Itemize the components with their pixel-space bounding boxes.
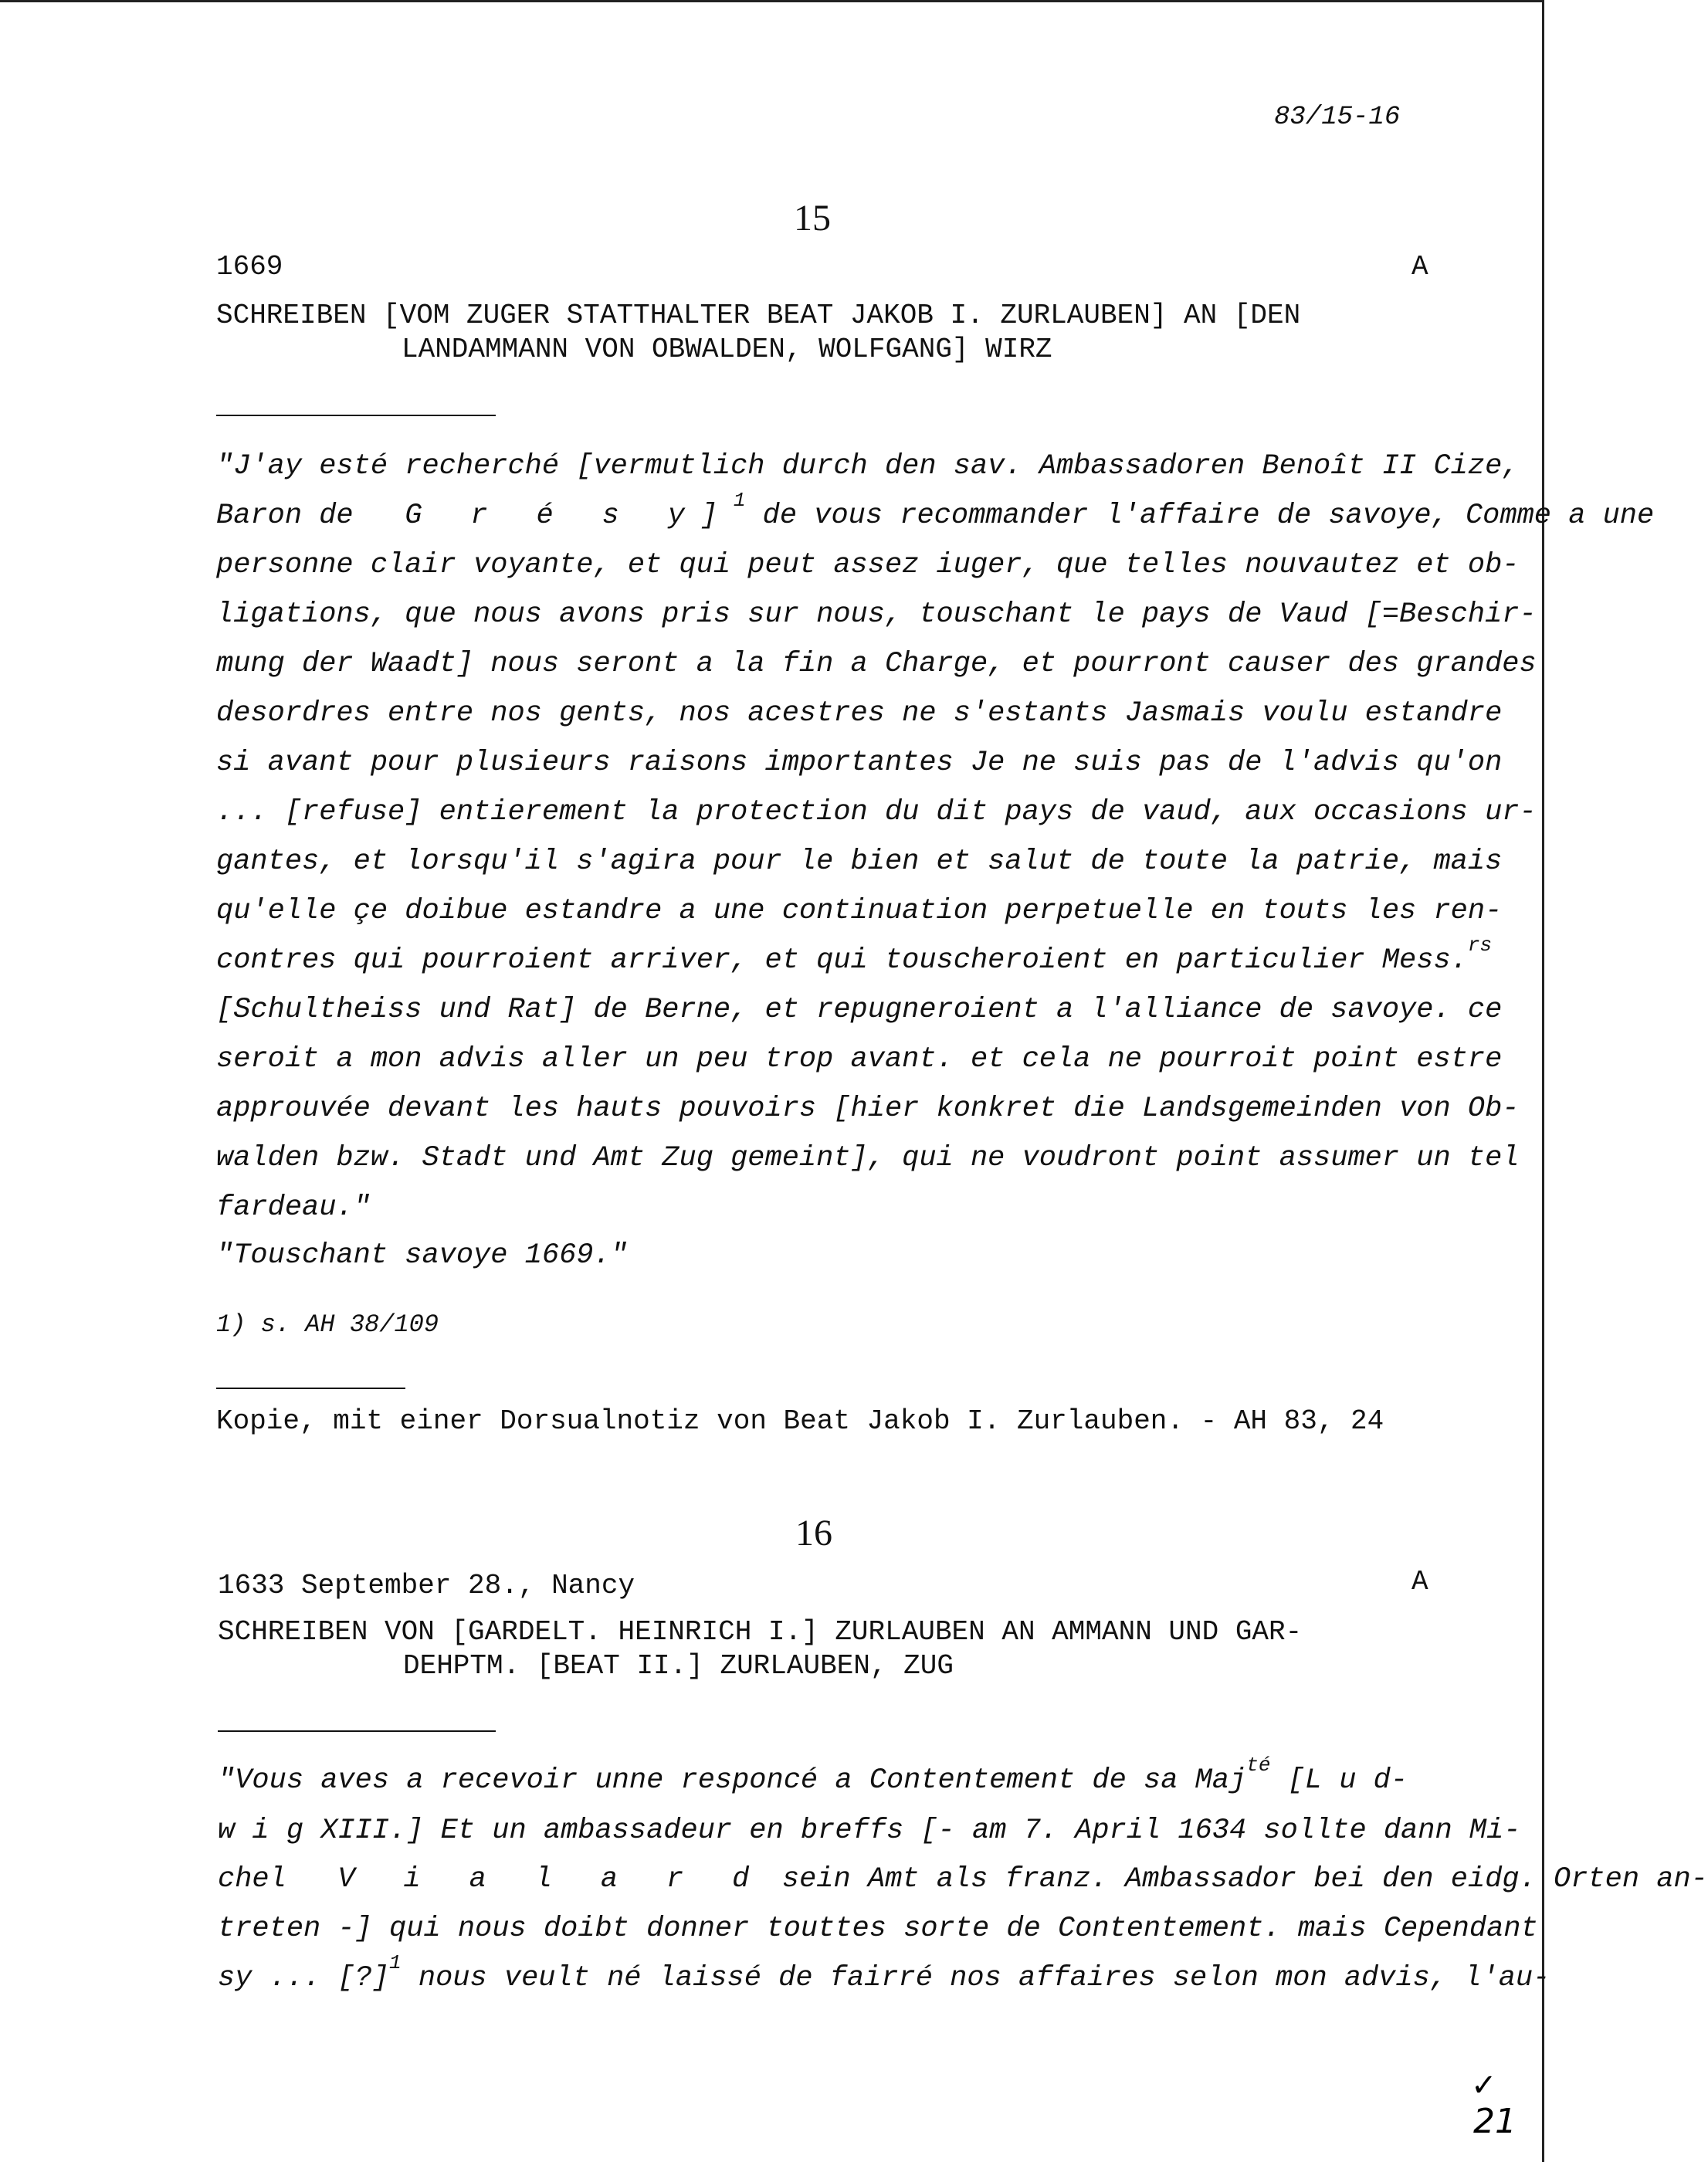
doc16-number: 16 [795,1513,832,1554]
doc16-title-rule [218,1730,496,1732]
doc15-quote-line: seroit a mon advis aller un peu trop avant. et cela ne pourroit point estre [216,1043,1503,1076]
doc15-quote-line: approuvée devant les hauts pouvoirs [hier konkret die Landsgemeinden von Ob- [216,1093,1520,1125]
quote-text: nous veult né laissé de fairré nos affaires selon mon advis, l'au- [401,1962,1550,1994]
doc16-quote-line [218,1863,1708,1896]
page-reference: 83/15-16 [1274,103,1401,132]
quote-text: de vous recommander l'affaire de savoye, Comme a une [745,500,1655,532]
scan-edge-right [1542,0,1544,2162]
doc15-quote-line: gantes, et lorsqu'il s'agira pour le bien et salut de toute la patrie, mais [216,845,1503,878]
doc15-number: 15 [794,198,831,239]
doc16-quote-line: w i g XIII.] Et un ambassadeur en breffs [- am 7. April 1634 sollte dann Mi- [218,1815,1521,1847]
quote-text: contres qui pourroient arriver, et qui touscheroient en particulier Mess. [216,944,1468,977]
doc16-quote-line [218,1951,1550,1994]
doc15-quote-line [216,489,1655,532]
doc15-quote-line: walden bzw. Stadt und Amt Zug gemeint], qui ne voudront point assumer un tel [216,1142,1520,1174]
quote-text: Baron de [216,500,354,532]
superscript: rs [1467,934,1493,957]
doc15-date: 1669 [216,251,283,283]
quote-text: [L u d- [1270,1764,1408,1797]
quote-text: sy ... [?] [218,1962,390,1994]
doc15-grade: A [1411,251,1428,283]
doc15-quote-line: ... [refuse] entierement la protection du dit pays de vaud, aux occasions ur- [216,796,1537,829]
doc15-quote-line: "J'ay esté recherché [vermutlich durch den sav. Ambassadoren Benoît II Cize, [216,450,1520,483]
doc15-quote-line: ligations, que nous avons pris sur nous, touschant le pays de Vaud [=Beschir- [216,598,1537,631]
doc15-source: Kopie, mit einer Dorsualnotiz von Beat Jakob I. Zurlauben. - AH 83, 24 [216,1405,1384,1437]
doc15-footnote: 1) s. AH 38/109 [216,1310,439,1339]
doc15-source-rule [216,1388,405,1389]
doc16-quote-line [218,1754,1408,1797]
footnote-marker: 1 [733,489,746,512]
doc15-quote-line [216,934,1493,977]
doc15-quote-line: [Schultheiss und Rat] de Berne, et repugneroient a l'alliance de savoye. ce [216,994,1503,1026]
doc16-title-line2: DEHPTM. [BEAT II.] ZURLAUBEN, ZUG [403,1650,954,1682]
quote-text: chel [218,1863,286,1896]
quote-spaced-name: V i a l a r d [337,1863,765,1896]
superscript: té [1246,1754,1271,1777]
footnote-marker: 1 [389,1951,402,1974]
doc16-date: 1633 September 28., Nancy [218,1570,635,1601]
doc15-quote-line: personne clair voyante, et qui peut assez iuger, que telles nouvautez et ob- [216,549,1520,581]
doc15-quote-line: qu'elle çe doibue estandre a une continuation perpetuelle en touts les ren- [216,895,1503,927]
doc15-quote-line: fardeau." [216,1191,371,1224]
quote-text: "Vous aves a recevoir unne responcé a Contentement de sa Maj [218,1764,1247,1797]
doc15-title-line1: SCHREIBEN [VOM ZUGER STATTHALTER BEAT JAKOB I. ZURLAUBEN] AN [DEN [216,300,1301,331]
quote-text: sein Amt als franz. Ambassador bei den eidg. Orten an- [764,1863,1708,1896]
doc16-quote-line: treten -] qui nous doibt donner touttes sorte de Contentement. mais Cependant [218,1913,1538,1945]
doc15-title-rule [216,415,496,416]
scan-edge-top [0,0,1544,2]
doc15-title-line2: LANDAMMANN VON OBWALDEN, WOLFGANG] WIRZ [402,334,1052,365]
doc16-title-line1: SCHREIBEN VON [GARDELT. HEINRICH I.] ZURLAUBEN AN AMMANN UND GAR- [218,1616,1303,1648]
doc15-quote-line: si avant pour plusieurs raisons importantes Je ne suis pas de l'advis qu'on [216,747,1503,779]
doc15-quote-line: desordres entre nos gents, nos acestres ne s'estants Jasmais voulu estandre [216,697,1503,730]
doc15-quote-line: mung der Waadt] nous seront a la fin a Charge, et pourront causer des grandes [216,648,1537,680]
doc15-dorsal-note: "Touschant savoye 1669." [216,1239,628,1272]
doc16-grade: A [1411,1566,1428,1598]
quote-spaced-name: G r é s y] [405,500,734,532]
handwritten-page-number: 21 [1473,2102,1517,2141]
check-mark-icon: ✓ [1471,2068,1497,2103]
